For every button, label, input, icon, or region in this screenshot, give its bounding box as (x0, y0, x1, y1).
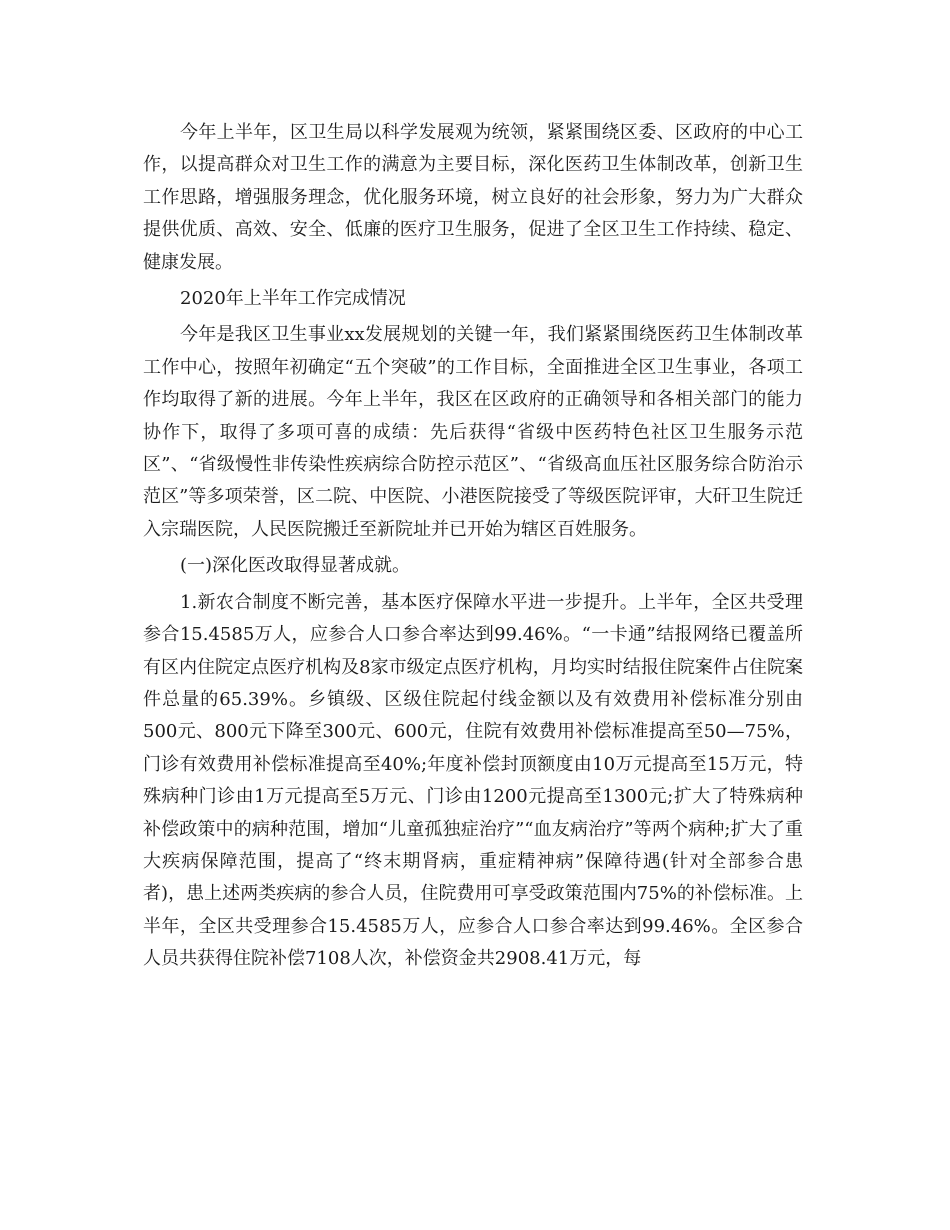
document-body (143, 117, 803, 980)
overview-paragraph: 今年是我区卫生事业xx发展规划的关键一年，我们紧紧围绕医药卫生体制改革工作中心，按照年初确定“五个突破”的工作目标，全面推进全区卫生事业，各项工作均取得了新的进展。今年上半年，我区在区政府的正确领导和各相关部门的能力协作下，取得了多项可喜的成绩：先后获得“省级中医药特色社区卫生服务示范区”、“省级慢性非传染性疾病综合防控示范区”、“省级高血压社区服务综合防治示范区”等多项荣誉，区二院、中医院、小港医院接受了等级医院评审，大矸卫生院迁入宗瑞医院，人民医院搬迁至新院址并已开始为辖区百姓服务。 (143, 324, 803, 540)
intro-paragraph: 今年上半年，区卫生局以科学发展观为统领，紧紧围绕区委、区政府的中心工作，以提高群众对卫生工作的满意为主要目标，深化医药卫生体制改革，创新卫生工作思路，增强服务理念，优化服务环境，树立良好的社会形象，努力为广大群众提供优质、高效、安全、低廉的医疗卫生服务，促进了全区卫生工作持续、稳定、健康发展。 (143, 122, 803, 273)
detail-paragraph: 1.新农合制度不断完善，基本医疗保障水平进一步提升。上半年，全区共受理参合15.4585万人，应参合人口参合率达到99.46%。“一卡通”结报网络已覆盖所有区内住院定点医疗机构及8家市级定点医疗机构，月均实时结报住院案件占住院案件总量的65.39%。乡镇级、区级住院起付线金额以及有效费用补偿标准分别由500元、800元下降至300元、600元，住院有效费用补偿标准提高至50—75%，门诊有效费用补偿标准提高至40%;年度补偿封顶额度由10万元提高至15万元，特殊病种门诊由1万元提高至5万元、门诊由1200元提高至1300元;扩大了特殊病种补偿政策中的病种范围，增加“儿童孤独症治疗”“血友病治疗”等两个病种;扩大了重大疾病保障范围，提高了“终末期肾病，重症精神病”保障待遇(针对全部参合患者)，患上述两类疾病的参合人员，住院费用可享受政策范围内75%的补偿标准。上半年，全区共受理参合15.4585万人，应参合人口参合率达到99.46%。全区参合人员共获得住院补偿7108人次，补偿资金共2908.41万元，每 (143, 591, 803, 970)
subsection-heading: (一)深化医改取得显著成就。 (180, 555, 411, 577)
section-heading: 2020年上半年工作完成情况 (180, 288, 406, 310)
